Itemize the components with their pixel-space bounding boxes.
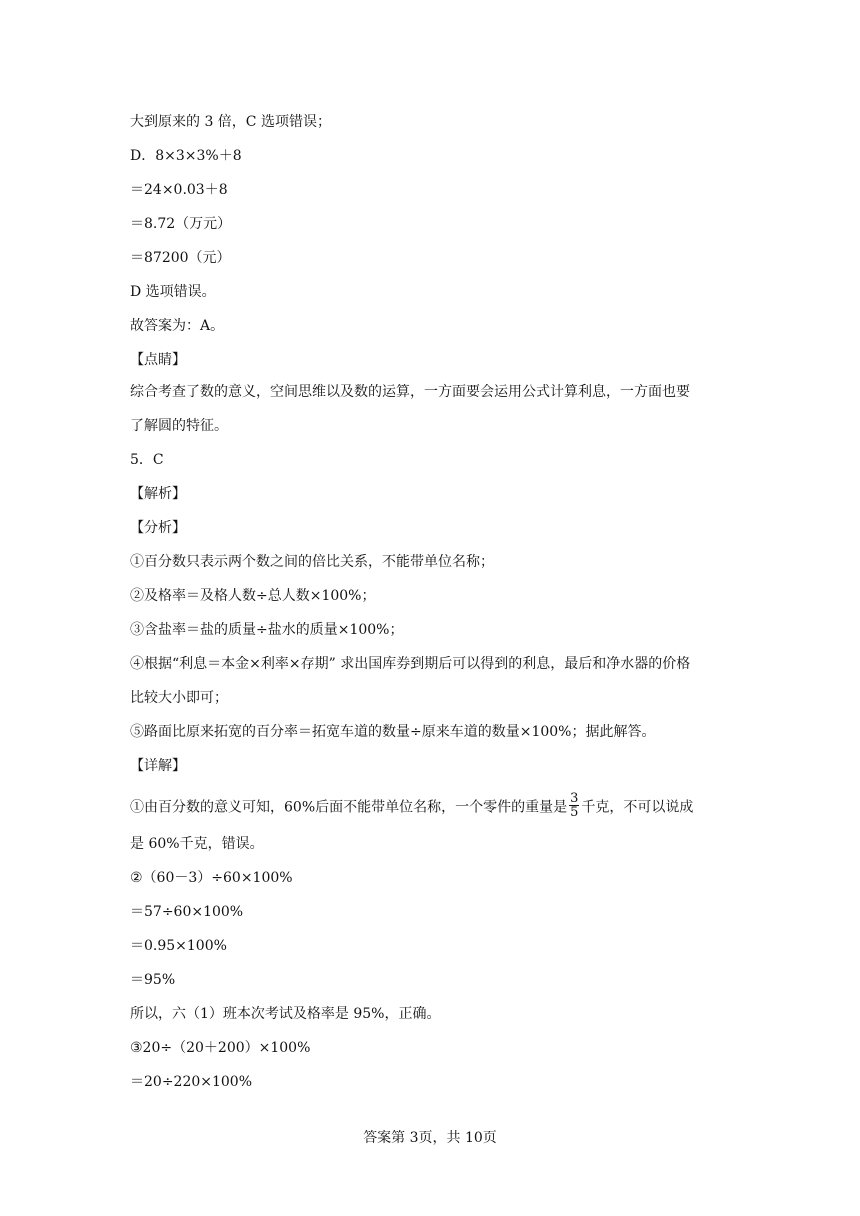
- text-line: ③含盐率＝盐的质量÷盐水的质量×100%；: [130, 622, 404, 638]
- text-line: ＝0.95×100%: [130, 938, 227, 954]
- text-line: 综合考查了数的意义，空间思维以及数的运算，一方面要会运用公式计算利息，一方面也要: [130, 384, 690, 400]
- text-line: 了解圆的特征。: [130, 418, 228, 434]
- text-segment: 千克，不可以说成: [581, 799, 694, 816]
- text-line: ＝57÷60×100%: [130, 904, 244, 920]
- text-line: ＝20÷220×100%: [130, 1074, 253, 1090]
- text-line: ④根据“利息＝本金×利率×存期” 求出国库券到期后可以得到的利息，最后和净水器的价格: [130, 656, 691, 672]
- text-line: 比较大小即可；: [130, 690, 228, 706]
- fraction: [569, 792, 579, 819]
- text-segment: ①由百分数的意义可知，60%后面不能带单位名称，一个零件的重量是: [130, 799, 568, 816]
- text-line: ②（60－3）÷60×100%: [130, 870, 293, 886]
- section-heading: 【详解】: [130, 758, 186, 774]
- text-line: ①百分数只表示两个数之间的倍比关系，不能带单位名称；: [130, 554, 494, 570]
- question-number: 5．C: [130, 452, 164, 468]
- section-heading: 【分析】: [130, 520, 186, 536]
- text-line: 是 60%千克，错误。: [130, 836, 264, 852]
- text-line: 故答案为：A。: [130, 318, 225, 334]
- section-heading: 【点睛】: [130, 352, 186, 368]
- text-line: D 选项错误。: [130, 284, 216, 300]
- text-line: ＝8.72（万元）: [130, 216, 232, 232]
- text-line: ②及格率＝及格人数÷总人数×100%；: [130, 588, 376, 604]
- text-line: D．8×3×3%＋8: [130, 148, 242, 164]
- section-heading: 【解析】: [130, 486, 186, 502]
- fraction-numerator: 3: [570, 791, 579, 806]
- text-line-with-fraction: [130, 791, 694, 821]
- text-line: 大到原来的 3 倍，C 选项错误；: [130, 114, 331, 130]
- text-line: 所以，六（1）班本次考试及格率是 95%，正确。: [130, 1006, 441, 1022]
- text-line: ⑤路面比原来拓宽的百分率＝拓宽车道的数量÷原来车道的数量×100%；据此解答。: [130, 724, 656, 740]
- fraction-denominator: 5: [570, 805, 579, 820]
- text-line: ＝24×0.03＋8: [130, 182, 228, 198]
- text-line: ③20÷（20＋200）×100%: [130, 1040, 311, 1056]
- text-line: ＝87200（元）: [130, 250, 231, 266]
- page-footer: 答案第 3页，共 10页: [363, 1130, 497, 1146]
- text-line: ＝95%: [130, 972, 176, 988]
